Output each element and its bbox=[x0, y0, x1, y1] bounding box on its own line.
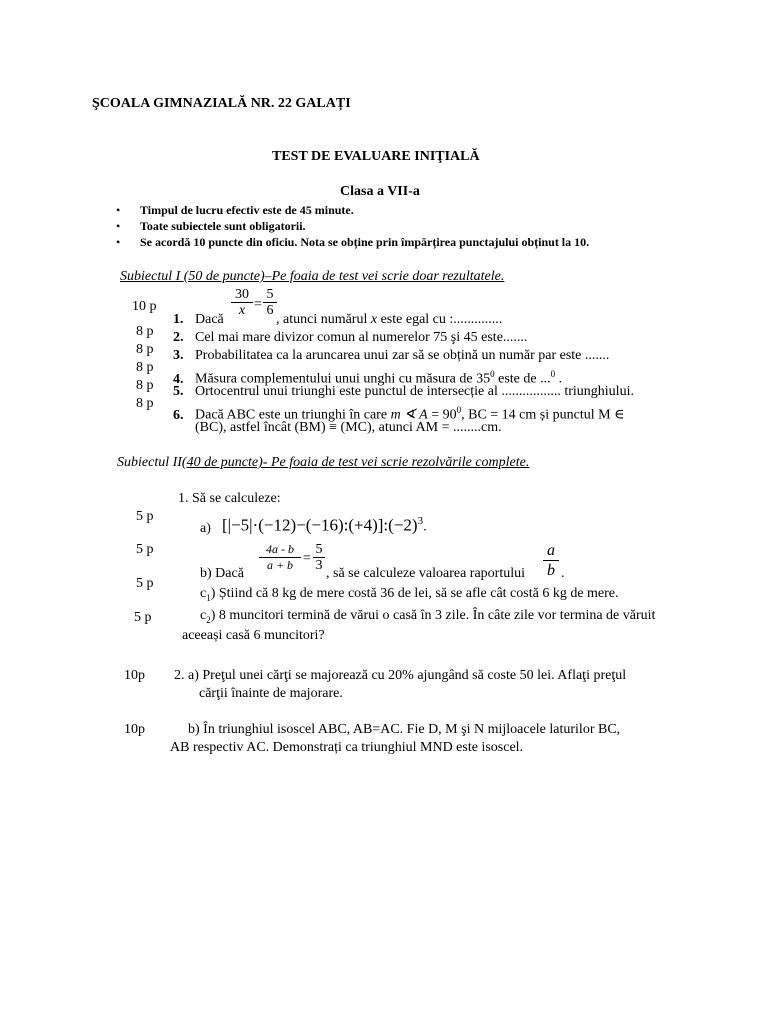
fraction-denominator: 6 bbox=[266, 303, 274, 318]
question-text: , atunci numărul bbox=[276, 312, 371, 327]
question-number: 6. bbox=[173, 407, 184, 423]
angle-symbol: m ∢ A bbox=[390, 407, 428, 423]
class-label: Clasa a VII-a bbox=[340, 184, 420, 199]
points-label: 8 p bbox=[136, 342, 154, 357]
fraction-numerator: 5 bbox=[263, 287, 277, 303]
test-title: TEST DE EVALUARE INIŢIALĂ bbox=[272, 149, 480, 164]
instruction-item: • Timpul de lucru efectiv este de 45 minute. bbox=[140, 202, 354, 218]
question-5 bbox=[173, 384, 634, 400]
fraction-5-over-6 bbox=[263, 287, 277, 318]
points-label: 10p bbox=[124, 722, 145, 737]
points-label: 8 p bbox=[136, 360, 154, 375]
instruction-item: • Se acordă 10 puncte din oficiu. Nota se obține prin împărțirea punctajului obținut la 10. bbox=[140, 234, 589, 250]
question-6-line2: (BC), astfel încât (BM) ≡ (MC), atunci AM = ........cm. bbox=[195, 420, 502, 435]
question-number: 2. bbox=[173, 330, 184, 345]
item-c2-line2: aceeași casă 6 muncitori? bbox=[182, 628, 325, 643]
item-2b-line1: b) În triunghiul isoscel ABC, AB=AC. Fie D, M şi N mijloacele laturilor BC, bbox=[188, 722, 621, 737]
fraction-numerator: 5 bbox=[313, 542, 325, 558]
variable: x bbox=[370, 312, 378, 327]
question-number: 5. bbox=[173, 384, 184, 399]
question-text: = 90 bbox=[427, 407, 457, 423]
fraction-numerator: 4a - b bbox=[259, 542, 301, 558]
subscript: 1 bbox=[206, 592, 211, 603]
question-1-rest bbox=[276, 312, 502, 328]
school-name: ŞCOALA GIMNAZIALĂ NR. 22 GALAȚI bbox=[92, 96, 351, 111]
item-text: ) 8 muncitori termină de vărui o casă în 3 zile. În câte zile vor termina de văruit bbox=[210, 608, 656, 623]
points-label: 5 p bbox=[136, 576, 154, 591]
question-number: 3. bbox=[173, 348, 184, 363]
fraction-denominator: b bbox=[547, 562, 555, 579]
points-label: 8 p bbox=[136, 324, 154, 339]
item-b-label: b) Dacă bbox=[200, 566, 244, 581]
points-label: 5 p bbox=[134, 610, 152, 625]
item-label: c bbox=[200, 586, 207, 601]
points-label: 5 p bbox=[136, 542, 154, 557]
question-text: , BC = 14 cm și punctul M ∈ bbox=[461, 407, 625, 423]
item-label: c bbox=[200, 608, 207, 623]
superscript: 0 bbox=[550, 369, 556, 379]
fraction-denominator: 3 bbox=[315, 558, 323, 573]
item-b-text: , să se calculeze valoarea raportului bbox=[326, 566, 526, 581]
item-2a-line2: cărţii înainte de majorare. bbox=[199, 686, 343, 701]
instruction-item: • Toate subiectele sunt obligatorii. bbox=[140, 218, 306, 234]
heading-part: Subiectul II( bbox=[117, 455, 187, 470]
points-label: 8 p bbox=[136, 396, 154, 411]
fraction-numerator: a bbox=[543, 541, 559, 561]
question-1 bbox=[173, 312, 224, 328]
question-3 bbox=[173, 348, 609, 364]
fraction-30-over-x bbox=[231, 287, 253, 318]
points-label: 8 p bbox=[136, 378, 154, 393]
superscript: 0 bbox=[456, 405, 462, 415]
item-2a-line1: 2. a) Preţul unei cărţi se majorează cu 20% ajungând să coste 50 lei. Aflaţi preţul bbox=[174, 668, 627, 683]
points-label: 10 p bbox=[132, 299, 157, 314]
fraction-numerator: 30 bbox=[231, 287, 253, 303]
subject2-heading bbox=[117, 455, 529, 471]
item-2b-line2: AB respectiv AC. Demonstrați ca triunghiul MND este isoscel. bbox=[170, 740, 524, 755]
superscript: 0 bbox=[490, 369, 495, 379]
punctuation: . bbox=[423, 519, 427, 535]
question-text: Ortocentrul unui triunghi este punctul de intersecție al ................. triunghiului. bbox=[195, 384, 634, 399]
punctuation: . bbox=[561, 566, 565, 581]
item1-title: 1. Să se calculeze: bbox=[178, 491, 281, 506]
fraction-denominator: a + b bbox=[266, 558, 294, 572]
subscript: 2 bbox=[206, 614, 211, 625]
equals-sign: = bbox=[303, 551, 311, 566]
fraction-5-over-3 bbox=[313, 542, 325, 573]
question-text: Cel mai mare divizor comun al numerelor 75 şi 45 este....... bbox=[195, 330, 528, 345]
question-text: Probabilitatea ca la aruncarea unui zar să se obțină un număr par este ....... bbox=[195, 348, 610, 363]
item-c2 bbox=[200, 608, 655, 628]
fraction-denominator: x bbox=[238, 303, 246, 318]
question-text: Măsura complementului unui unghi cu măsura de 35 bbox=[195, 371, 491, 387]
equals-sign: = bbox=[254, 297, 262, 312]
subject1-heading: Subiectul I (50 de puncte)–Pe foaia de test vei scrie doar rezultatele. bbox=[120, 269, 505, 284]
item-text: ) Știind că 8 kg de mere costă 36 de lei, să se afle cât costă 6 kg de mere. bbox=[210, 586, 619, 601]
question-text: Dacă ABC este un triunghi în care bbox=[195, 407, 391, 423]
question-number: 4. bbox=[173, 371, 184, 387]
heading-part: 40 de puncte)- Pe foaia de test vei scrie rezolvările complete. bbox=[186, 455, 530, 470]
question-2 bbox=[173, 330, 527, 346]
item-c1 bbox=[200, 586, 619, 606]
fraction-a-over-b bbox=[543, 541, 559, 580]
points-label: 5 p bbox=[136, 509, 154, 524]
question-text: este egal cu :.............. bbox=[377, 312, 503, 327]
math-expression: [|−5|·(−12)−(−16):(+4)]:(−2) bbox=[222, 515, 418, 535]
question-text: este de ... bbox=[494, 371, 551, 387]
question-text: . bbox=[555, 371, 563, 387]
item-a-expression bbox=[222, 511, 427, 538]
fraction-4a-b-over-a-plus-b bbox=[259, 542, 301, 573]
question-text: Dacă bbox=[195, 312, 224, 327]
points-label: 10p bbox=[124, 668, 145, 683]
superscript: 3 bbox=[417, 515, 424, 527]
item-a-label: a) bbox=[200, 521, 211, 536]
question-number: 1. bbox=[173, 312, 184, 327]
